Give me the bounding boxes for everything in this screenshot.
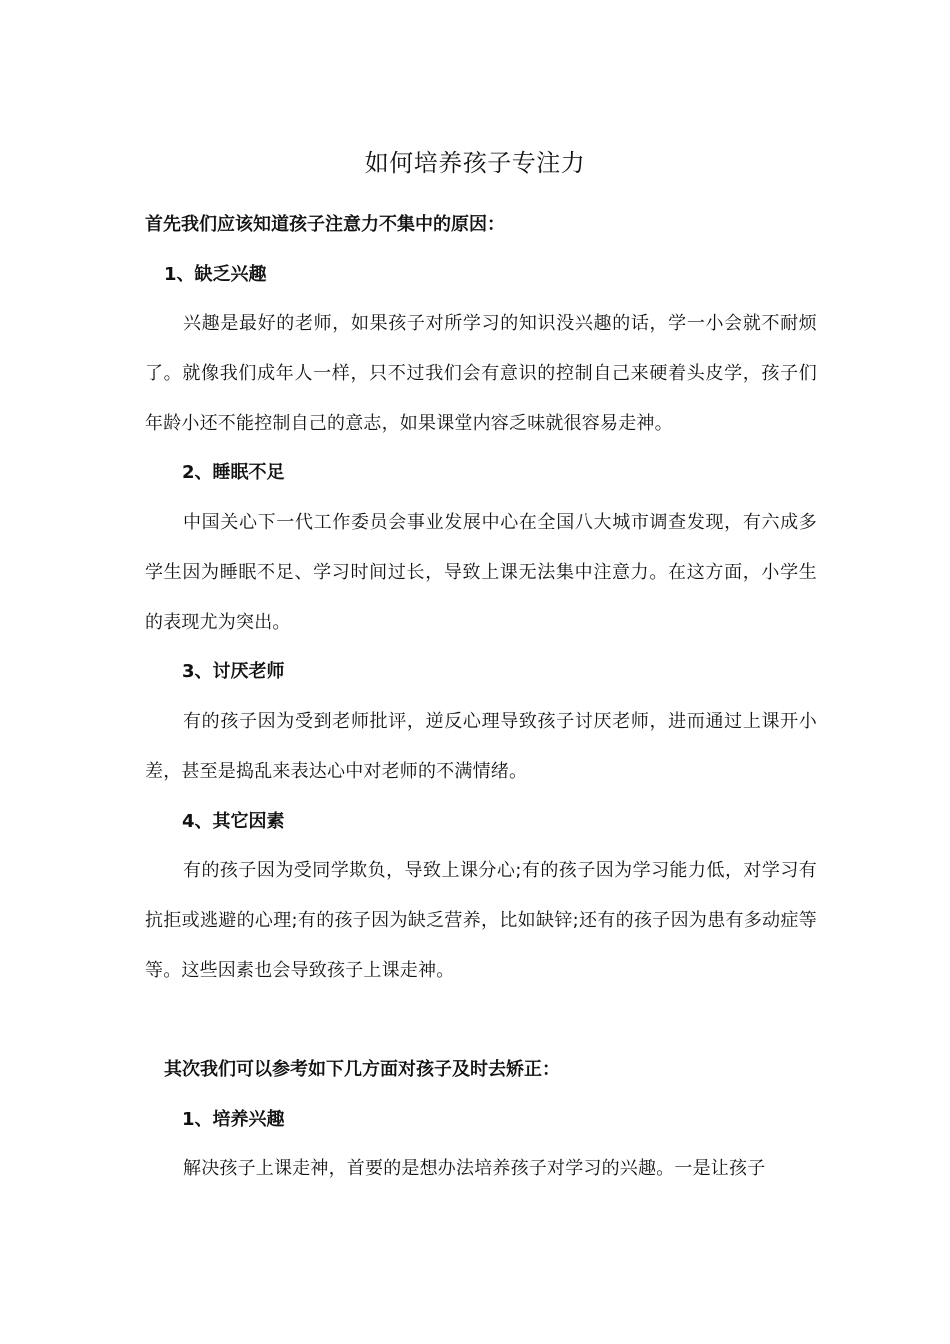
cause-heading-1: 1、缺乏兴趣: [164, 264, 267, 285]
cause-paragraph-2: 中国关心下一代工作委员会事业发展中心在全国八大城市调查发现，有六成多学生因为睡眠不足、学习时间过长，导致上课无法集中注意力。在这方面，小学生的表现尤为突出。: [145, 512, 817, 633]
cause-heading-2: 2、睡眠不足: [182, 462, 285, 483]
section-heading-causes: 首先我们应该知道孩子注意力不集中的原因：: [145, 214, 505, 235]
cause-paragraph-3: 有的孩子因为受到老师批评，逆反心理导致孩子讨厌老师，进而通过上课开小差，甚至是捣乱来表达心中对老师的不满情绪。: [145, 711, 817, 782]
cause-paragraph-1: 兴趣是最好的老师，如果孩子对所学习的知识没兴趣的话，学一小会就不耐烦了。就像我们成年人一样，只不过我们会有意识的控制自己来硬着头皮学，孩子们年龄小还不能控制自己的意志，如果课堂内容乏味就很容易走神。: [145, 313, 817, 434]
cause-heading-4: 4、其它因素: [182, 811, 285, 832]
remedy-paragraph-1: 解决孩子上课走神，首要的是想办法培养孩子对学习的兴趣。一是让孩子: [183, 1158, 766, 1179]
cause-paragraph-4: 有的孩子因为受同学欺负，导致上课分心;有的孩子因为学习能力低，对学习有抗拒或逃避的心理;有的孩子因为缺乏营养，比如缺锌;还有的孩子因为患有多动症等等。这些因素也会导致孩子上课走神。: [145, 860, 817, 981]
section-heading-remedies: 其次我们可以参考如下几方面对孩子及时去矫正：: [164, 1059, 560, 1080]
document-title: 如何培养孩子专注力: [364, 149, 586, 177]
cause-heading-3: 3、讨厌老师: [182, 661, 285, 682]
remedy-heading-1: 1、培养兴趣: [182, 1109, 285, 1130]
